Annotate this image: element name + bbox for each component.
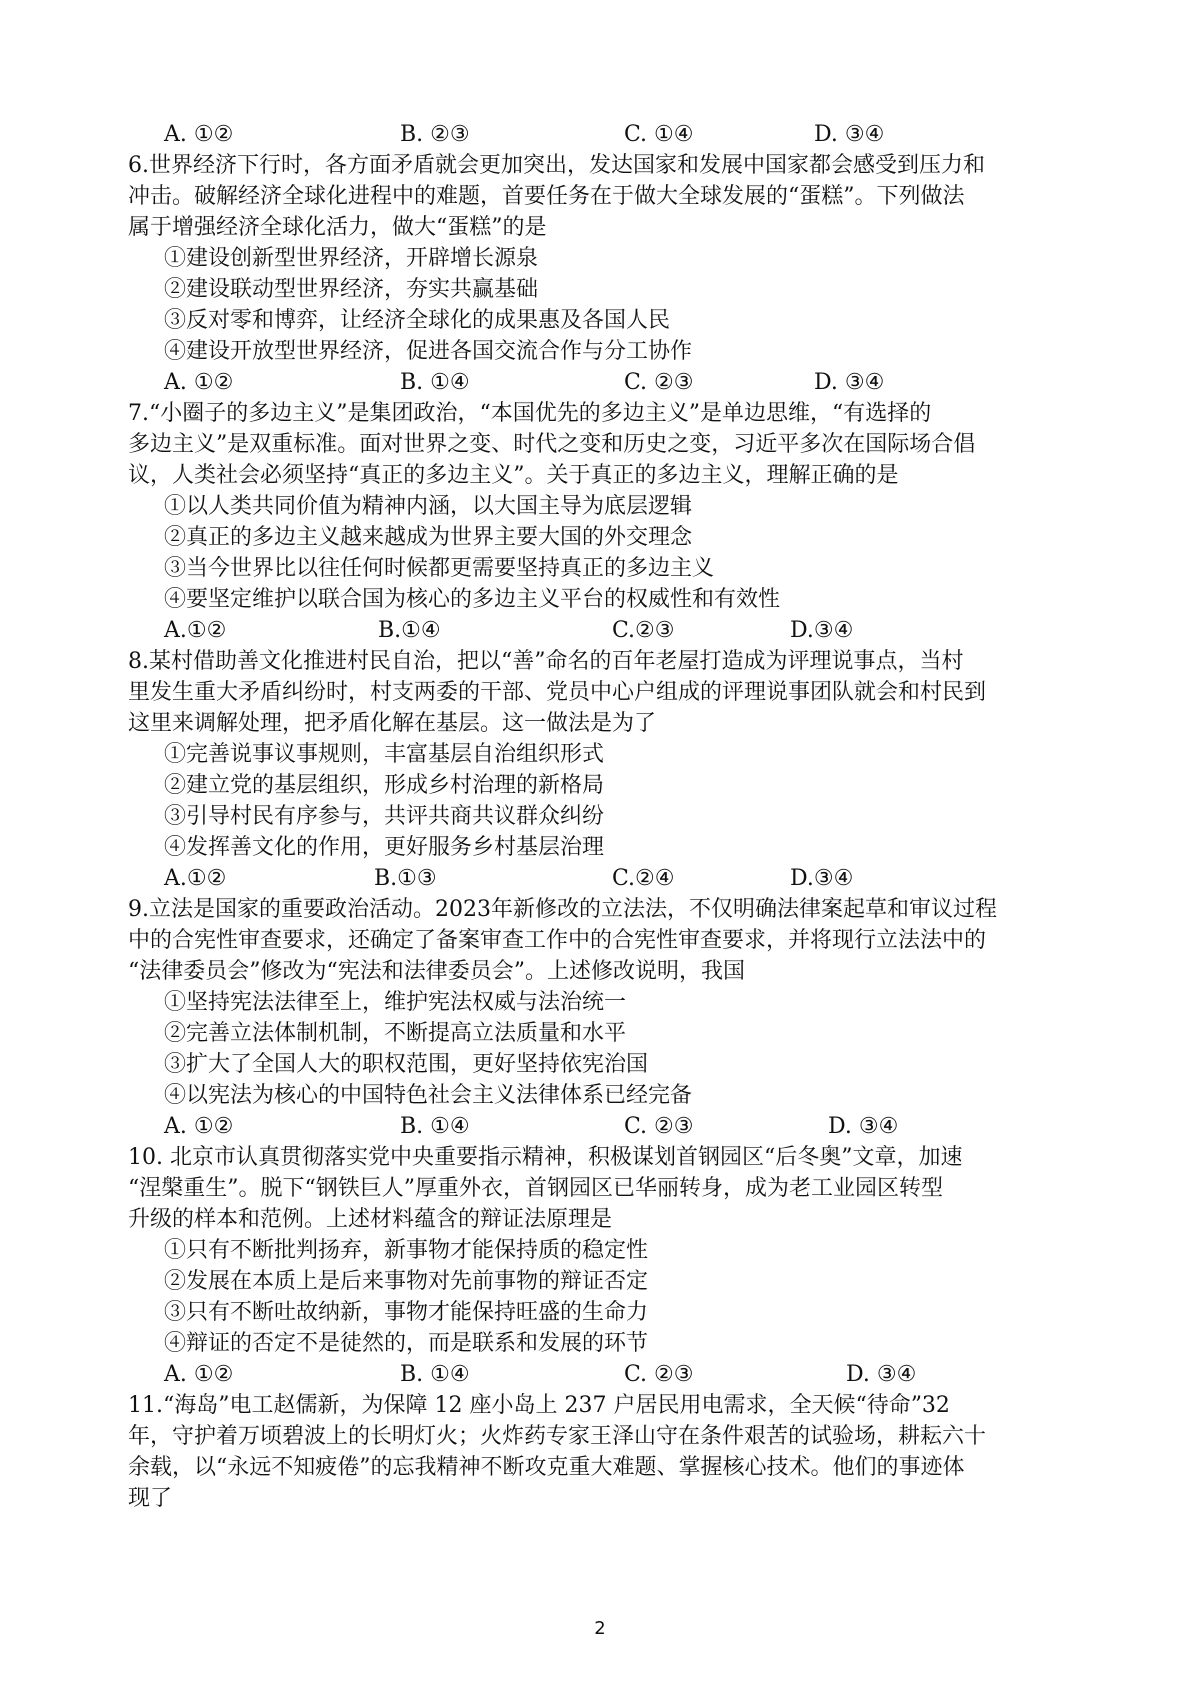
question-8-stem-line: 8.某村借助善文化推进村民自治，把以“善”命名的百年老屋打造成为评理说事点，当村 [128,649,964,674]
question-11-stem-line: 年，守护着万顷碧波上的长明灯火；火炸药专家王泽山守在条件艰苦的试验场，耕耘六十 [128,1424,987,1449]
option-b: B.①③ [374,866,437,891]
question-7-stem-line: 多边主义”是双重标准。面对世界之变、时代之变和历史之变，习近平多次在国际场合倡 [128,432,976,457]
question-7-item: ④要坚定维护以联合国为核心的多边主义平台的权威性和有效性 [164,587,781,612]
question-10-item: ③只有不断吐故纳新，事物才能保持旺盛的生命力 [164,1300,649,1325]
option-c: C.②④ [612,866,675,891]
option-d: D. ③④ [846,1362,917,1387]
question-8-item: ①完善说事议事规则，丰富基层自治组织形式 [164,742,605,767]
option-d: D. ③④ [814,370,885,395]
option-b: B. ②③ [400,122,470,147]
question-9-stem-line: 中的合宪性审查要求，还确定了备案审查工作中的合宪性审查要求，并将现行立法法中的 [128,928,987,953]
question-6-item: ②建设联动型世界经济，夯实共赢基础 [164,277,539,302]
question-10-options [128,1360,1088,1390]
option-b: B. ①④ [400,1362,470,1387]
option-d: D.③④ [790,866,854,891]
question-8-item: ③引导村民有序参与，共评共商共议群众纠纷 [164,804,605,829]
question-7-item: ①以人类共同价值为精神内涵，以大国主导为底层逻辑 [164,494,693,519]
question-9-item: ②完善立法体制机制，不断提高立法质量和水平 [164,1021,627,1046]
question-8-stem-line: 这里来调解处理，把矛盾化解在基层。这一做法是为了 [128,711,657,736]
question-8-item: ②建立党的基层组织，形成乡村治理的新格局 [164,773,605,798]
option-a: A.①② [164,618,227,643]
question-8-stem-line: 里发生重大矛盾纠纷时，村支两委的干部、党员中心户组成的评理说事团队就会和村民到 [128,680,987,705]
question-10-stem-line: 升级的样本和范例。上述材料蕴含的辩证法原理是 [128,1207,613,1232]
question-9-stem-line: “法律委员会”修改为“宪法和法律委员会”。上述修改说明，我国 [128,959,745,984]
question-7-options [128,616,1088,646]
question-6-item: ③反对零和博弈，让经济全球化的成果惠及各国人民 [164,308,671,333]
question-9-item: ①坚持宪法法律至上，维护宪法权威与法治统一 [164,990,627,1015]
option-a: A. ①② [164,1114,234,1139]
question-7-item: ②真正的多边主义越来越成为世界主要大国的外交理念 [164,525,693,550]
question-8-item: ④发挥善文化的作用，更好服务乡村基层治理 [164,835,605,860]
question-6-stem-line: 冲击。破解经济全球化进程中的难题，首要任务在于做大全球发展的“蛋糕”。下列做法 [128,184,965,209]
question-11-stem-line: 余载，以“永远不知疲倦”的忘我精神不断攻克重大难题、掌握核心技术。他们的事迹体 [128,1455,965,1480]
question-9-options [128,1112,1088,1142]
question-10-item: ④辩证的否定不是徒然的，而是联系和发展的环节 [164,1331,649,1356]
option-a: A. ①② [164,370,234,395]
question-11-stem-line: 11.“海岛”电工赵儒新，为保障 12 座小岛上 237 户居民用电需求，全天候“待命”32 [128,1393,950,1418]
question-10-item: ②发展在本质上是后来事物对先前事物的辩证否定 [164,1269,649,1294]
option-a: A. ①② [164,1362,234,1387]
option-a: A.①② [164,866,227,891]
question-7-stem-line: 7.“小圈子的多边主义”是集团政治，“本国优先的多边主义”是单边思维，“有选择的 [128,401,932,426]
option-a: A. ①② [164,122,234,147]
option-c: C. ②③ [624,370,694,395]
question-6-item: ①建设创新型世界经济，开辟增长源泉 [164,246,539,271]
question-6-stem-line: 6.世界经济下行时，各方面矛盾就会更加突出，发达国家和发展中国家都会感受到压力和 [128,153,985,178]
option-d: D. ③④ [828,1114,899,1139]
question-8-options [128,864,1088,894]
option-b: B. ①④ [400,370,470,395]
options-row-q5 [128,120,1088,150]
page-number: 2 [594,1618,606,1639]
question-10-stem-line: “涅槃重生”。脱下“钢铁巨人”厚重外衣，首钢园区已华丽转身，成为老工业园区转型 [128,1176,943,1201]
option-c: C. ②③ [624,1362,694,1387]
question-9-item: ④以宪法为核心的中国特色社会主义法律体系已经完备 [164,1083,693,1108]
question-10-stem-line: 10. 北京市认真贯彻落实党中央重要指示精神，积极谋划首钢园区“后冬奥”文章，加速 [128,1145,963,1170]
option-d: D.③④ [790,618,854,643]
question-9-stem-line: 9.立法是国家的重要政治活动。2023年新修改的立法法，不仅明确法律案起草和审议过程 [128,897,997,922]
question-6-options [128,368,1088,398]
question-9-item: ③扩大了全国人大的职权范围，更好坚持依宪治国 [164,1052,649,1077]
option-c: C. ①④ [624,122,694,147]
question-11-stem-line: 现了 [128,1486,173,1511]
option-d: D. ③④ [814,122,885,147]
option-b: B. ①④ [400,1114,470,1139]
option-c: C.②③ [612,618,675,643]
question-7-item: ③当今世界比以往任何时候都更需要坚持真正的多边主义 [164,556,715,581]
question-6-stem-line: 属于增强经济全球化活力，做大“蛋糕”的是 [128,215,547,240]
option-b: B.①④ [378,618,441,643]
option-c: C. ②③ [624,1114,694,1139]
question-7-stem-line: 议，人类社会必须坚持“真正的多边主义”。关于真正的多边主义，理解正确的是 [128,463,899,488]
question-10-item: ①只有不断批判扬弃，新事物才能保持质的稳定性 [164,1238,649,1263]
question-6-item: ④建设开放型世界经济，促进各国交流合作与分工协作 [164,339,693,364]
